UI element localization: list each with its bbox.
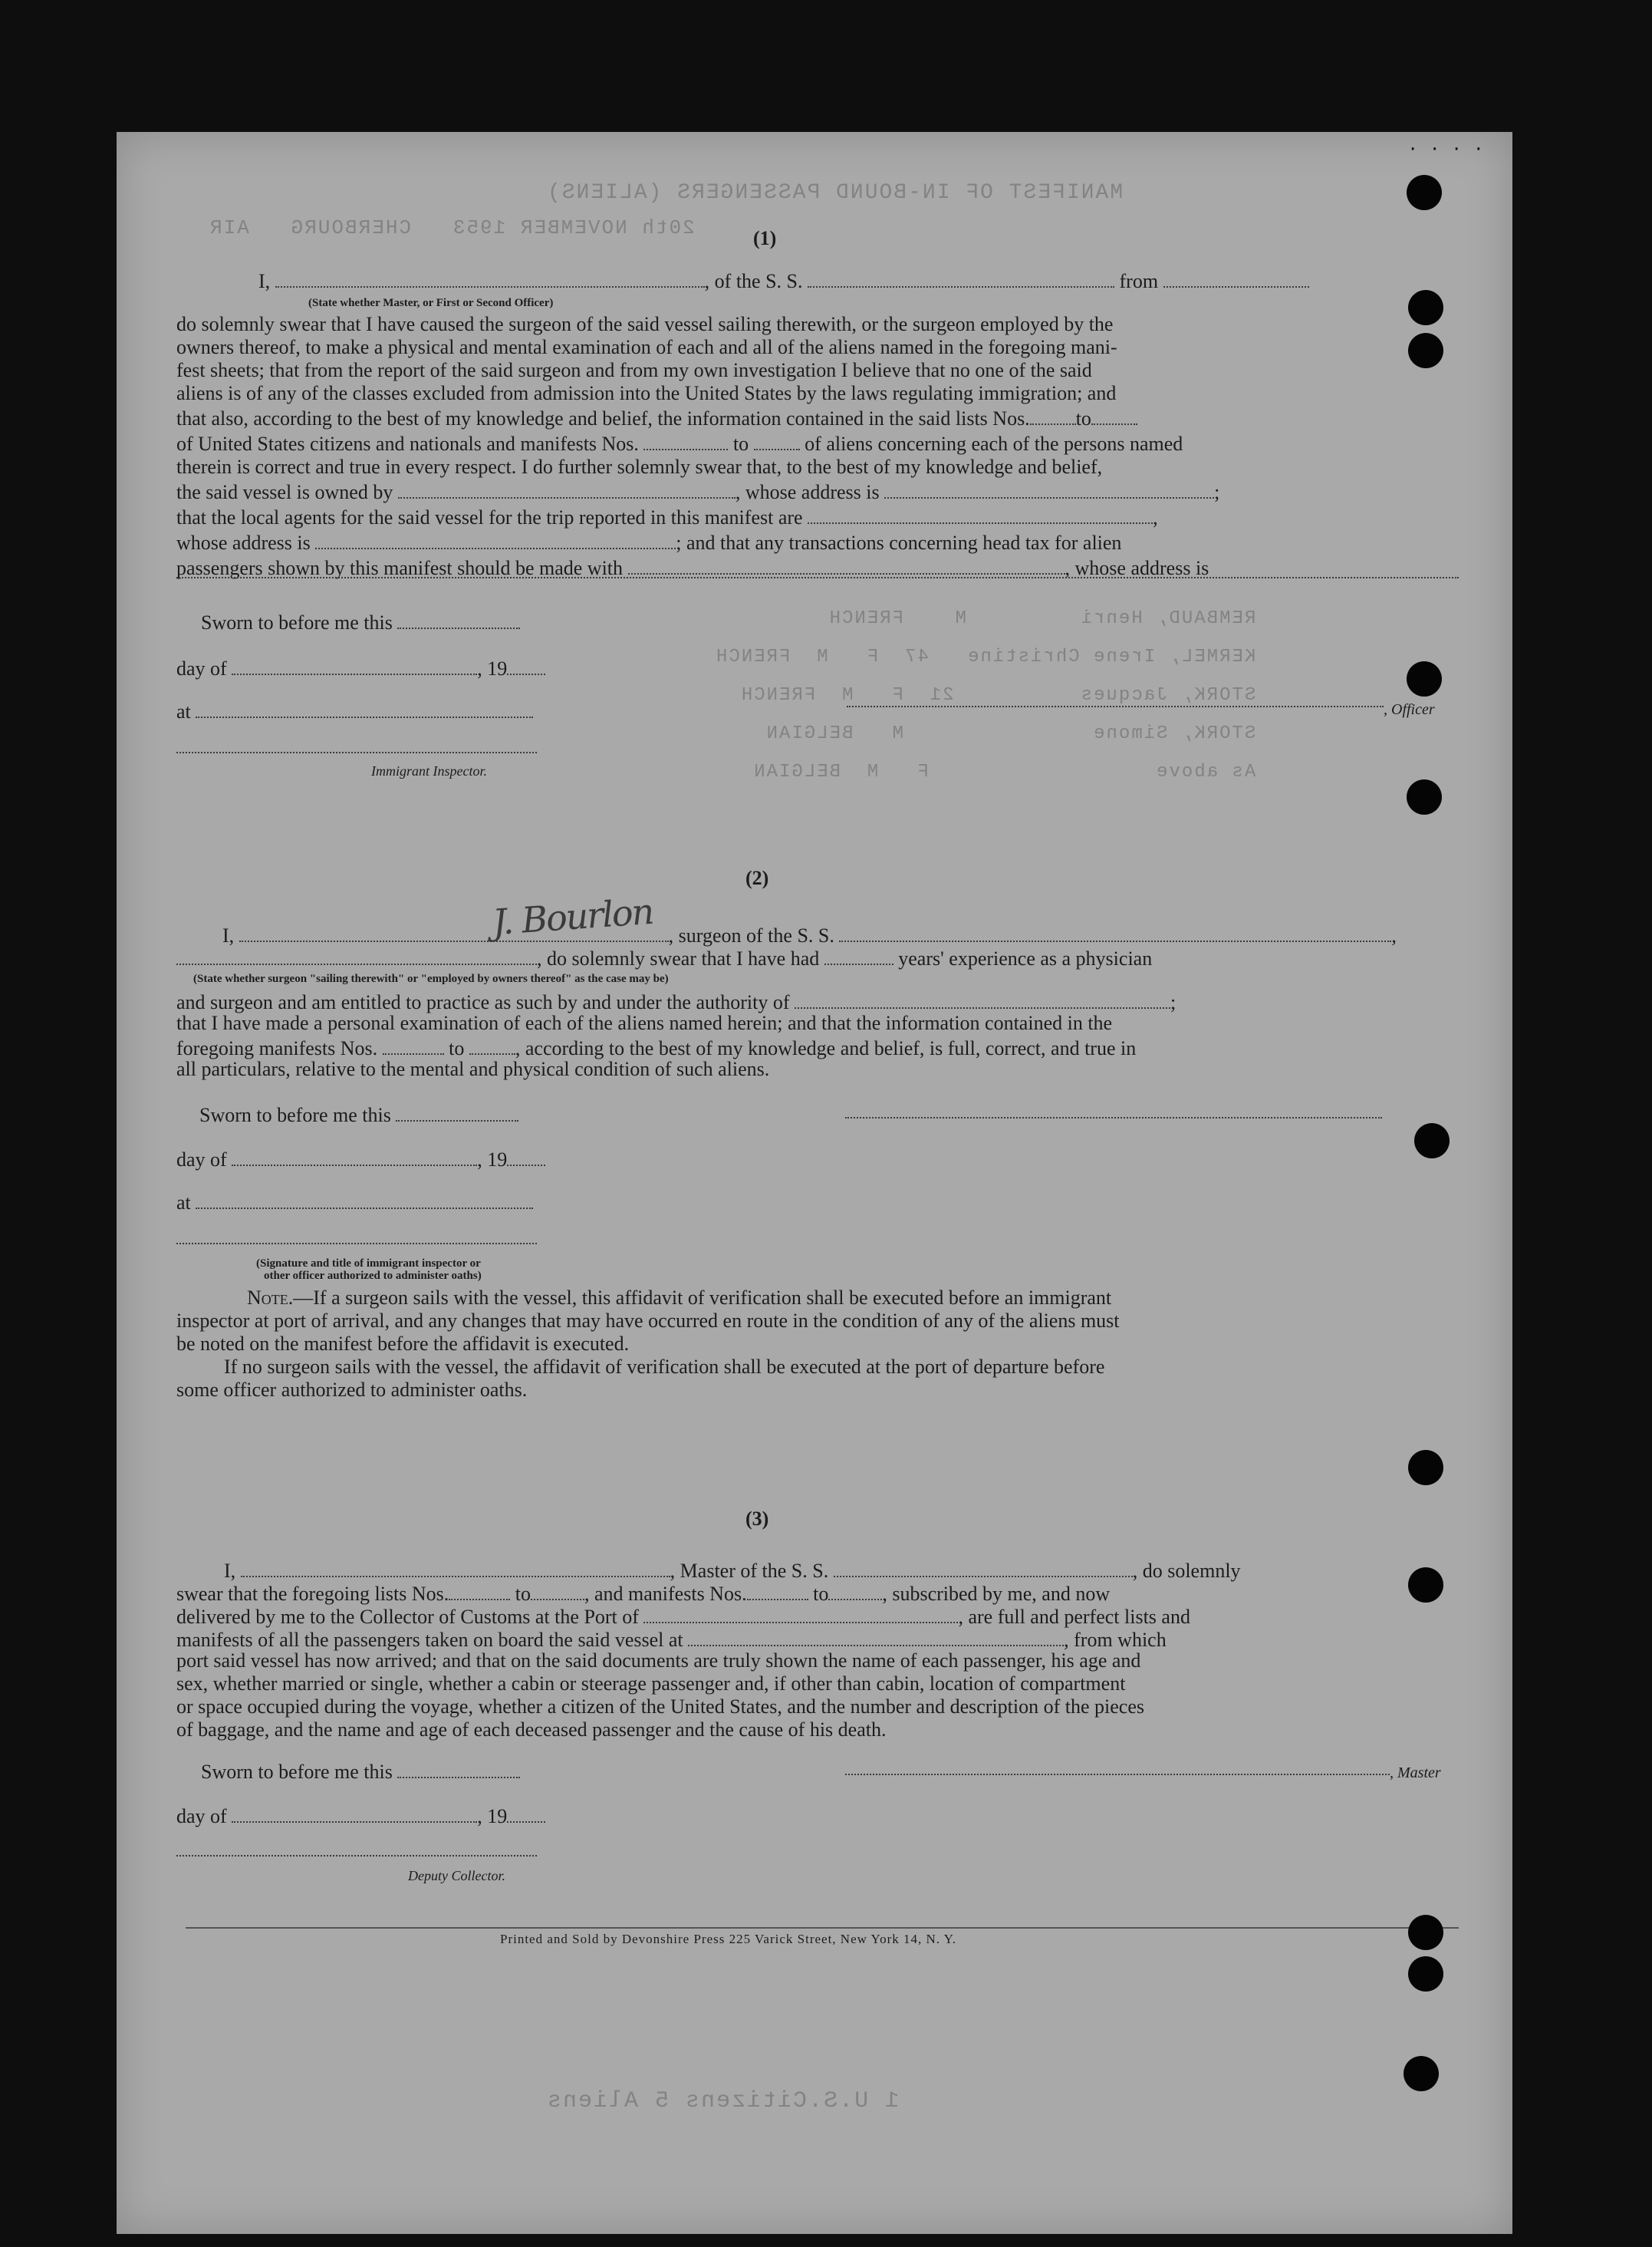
from-port-blank [1163,268,1309,288]
head-tax-text: ; and that any transactions concerning head tax for alien [676,532,1122,554]
punch-hole [1408,1915,1443,1950]
officer-label: , Officer [1384,701,1435,718]
para-line [176,430,1459,456]
month-blank [232,1803,477,1823]
sworn-line-2 [199,1102,518,1127]
to-label: to [449,1037,465,1059]
manifest-page [117,132,1512,2234]
officer-name-blank [275,268,705,288]
collector-text: delivered by me to the Collector of Customs at the Port of [176,1606,639,1628]
note-text: —If a surgeon sails with the vessel, this affidavit of verification shall be executed before an immigrant [293,1287,1112,1309]
para-line-text: of United States citizens and nationals and manifests Nos. [176,433,639,455]
years-text: years' experience as a physician [898,947,1153,970]
manifests-text: foregoing manifests Nos. [176,1037,378,1059]
punch-hole [1404,2056,1439,2091]
whose-address-label: , whose address is [735,481,880,503]
from-label: from [1119,270,1159,292]
to-label: to [1075,407,1091,430]
day-of-line-1 [176,655,545,680]
sworn-text: Sworn to before me this [201,1761,393,1783]
at-text: at [176,700,191,723]
para-line: the said vessel is owned by , whose address is ; [176,479,1459,504]
manifest-nos-blank [643,430,728,450]
manifests-from-blank [747,1580,808,1600]
day-of-text: day of [176,657,227,680]
of-ss-label: , of the S. S. [704,270,803,292]
surgeon-signature: J. Bourlon [491,890,654,944]
signature-caption-1: (Signature and title of immigrant inspector or [256,1257,481,1270]
section-1-oath-line [258,268,1309,293]
officer-signature-blank [847,706,1384,707]
punch-hole [1408,333,1443,368]
taken-on-board-text: manifests of all the passengers taken on board the said vessel at [176,1629,683,1651]
para-line: aliens is of any of the classes excluded from admission into the United States by the laws regulating immigration; and [176,382,1117,404]
embark-port-blank [688,1626,1064,1646]
note-label: Note. [247,1287,294,1309]
year-blank [507,1146,545,1166]
punch-hole [1407,175,1442,210]
para-line-text: that also, according to the best of my knowledge and belief, the information contained in the said lists Nos. [176,407,1030,430]
year-text: , 19 [477,657,508,680]
section-3-number: (3) [745,1507,769,1530]
para-line-text: whose address is [176,532,311,554]
section-3-line-5: port said vessel has now arrived; and that on the said documents are truly shown the name of each passenger, his age and [176,1649,1141,1672]
place-blank [196,1189,533,1209]
section-3-line-2 [176,1580,1110,1606]
manifests-to-blank [828,1580,882,1600]
section-2-caption: (State whether surgeon "sailing therewith" or "employed by owners thereof" as the case may be) [193,973,669,985]
years-blank [824,945,893,965]
owner-blank [398,479,736,499]
note-line-1 [247,1287,1111,1310]
para-line: therein is correct and true in every respect. I do further solemnly swear that, to the best of my knowledge and belief, [176,456,1103,478]
punch-hole [1407,661,1442,697]
section-1-caption: (State whether Master, or First or Second Officer) [308,297,554,309]
year-text: , 19 [477,1805,508,1827]
inspector-signature-blank [176,752,537,753]
lists-from-blank [449,1580,510,1600]
surgeon-status-blank [176,945,537,965]
para-line-text: that the local agents for the said vessel for the trip reported in this manifest are [176,506,803,529]
section-3-line-8: of baggage, and the name and age of each deceased passenger and the cause of his death. [176,1718,887,1741]
section-2-line-6: all particulars, relative to the mental and physical condition of such aliens. [176,1058,770,1080]
whose-address-label: , whose address is [1065,557,1209,579]
to-label: to [732,433,749,455]
deputy-collector-label: Deputy Collector. [408,1868,505,1883]
deputy-signature-line [176,1855,537,1857]
master-name-blank [241,1557,670,1577]
sworn-line-1 [201,609,520,634]
authority-blank [795,989,1170,1009]
lists-text: swear that the foregoing lists Nos. [176,1583,449,1605]
master-of-ss-label: , Master of the S. S. [670,1560,829,1582]
bleed-through-list: REMBAUD, Henri M FRENCH KERMEL, Irene Christine 47 F M FRENCH STORK, Jacques 21 F M FRENCH STORK, Simone M BELGIAN As above F M BELGIAN [715,608,1256,782]
section-2-line-1: I, , surgeon of the S. S. , [222,922,1397,947]
to-label: to [813,1583,829,1605]
section-3-line-4 [176,1626,1167,1652]
manifest-nos-to-blank [754,430,800,450]
section-2-line-3: and surgeon and am entitled to practice as such by and under the authority of ; [176,989,1176,1014]
year-text: , 19 [477,1148,508,1171]
punch-hole [1414,1123,1450,1158]
para-line: do solemnly swear that I have caused the surgeon of the said vessel sailing therewith, or the surgeon employed by the [176,313,1114,335]
lists-to-blank [531,1580,584,1600]
owner-address-blank [884,479,1214,499]
to-label: to [515,1583,531,1605]
oath-i-label: I, [224,1560,236,1582]
at-line-2 [176,1189,533,1214]
section-3-line-1 [224,1557,1241,1583]
sworn-line-3 [201,1758,520,1784]
para-line-text: the said vessel is owned by [176,481,393,503]
at-line-1 [176,698,533,723]
section-3-line-7: or space occupied during the voyage, whether a citizen of the United States, and the number and description of the pieces [176,1695,1145,1718]
signature-caption-2: other officer authorized to administer oaths) [264,1270,482,1282]
corner-marks: · · · · [1410,138,1486,161]
perfect-lists-text: , are full and perfect lists and [958,1606,1190,1628]
section-2-line-4: that I have made a personal examination of each of the aliens named herein; and that the information contained in the [176,1012,1113,1034]
lists-nos-to-blank [1091,405,1137,425]
para-line: that the local agents for the said vessel for the trip reported in this manifest are , [176,504,1459,529]
day-of-line-3 [176,1803,545,1828]
master-vessel-blank [834,1557,1133,1577]
punch-hole [1408,1956,1443,1992]
place-blank [196,698,533,718]
year-blank [507,1803,545,1823]
manifest-to-blank [469,1035,515,1055]
sworn-day-blank [397,609,520,629]
master-label: , Master [1390,1764,1441,1781]
immigrant-inspector-label: Immigrant Inspector. [371,763,487,779]
sworn-day-blank [397,1758,520,1778]
manifests-text: , and manifests Nos. [584,1583,747,1605]
lists-nos-blank [1030,405,1076,425]
oath-i-label: I, [222,924,235,947]
section-1-number: (1) [753,227,777,249]
sworn-day-blank [396,1102,518,1122]
surgeon-vessel-blank [839,922,1391,942]
para-line: owners thereof, to make a physical and mental examination of each and all of the aliens named in the foregoing mani- [176,336,1117,358]
section-3-line-3 [176,1603,1190,1629]
section-2-number: (2) [745,867,769,889]
printer-imprint: Printed and Sold by Devonshire Press 225 Varick Street, New York 14, N. Y. [500,1932,956,1946]
head-tax-contact-blank [628,555,1065,575]
punch-hole [1407,779,1442,815]
day-of-text: day of [176,1148,227,1171]
para-line: fest sheets; that from the report of the said surgeon and from my own investigation I believe that no one of the said [176,359,1092,381]
aliens-text: of aliens concerning each of the persons named [805,433,1183,455]
section-2-line-5 [176,1035,1136,1060]
surgeon-of-ss-label: , surgeon of the S. S. [668,924,834,947]
bleed-through-footer: 1 U.S.Citizens 5 Aliens [546,2088,900,2114]
officer-signature-line [176,1243,537,1244]
note-line-3: be noted on the manifest before the affidavit is executed. [176,1333,630,1355]
note-line-2: inspector at port of arrival, and any changes that may have occurred en route in the condition of any of the aliens must [176,1310,1120,1332]
authority-text: and surgeon and am entitled to practice as such by and under the authority of [176,991,790,1013]
note-line-5: some officer authorized to administer oaths. [176,1379,528,1401]
head-tax-address-blank [176,577,1459,578]
footer-rule [186,1927,1459,1929]
month-blank [232,1146,477,1166]
agents-address-blank [315,529,676,549]
surgeon-signature-line [845,1117,1382,1119]
at-text: at [176,1191,191,1214]
year-blank [507,655,545,675]
solemnly-text: , do solemnly [1132,1560,1241,1582]
port-blank [643,1603,958,1623]
from-which-text: , from which [1064,1629,1167,1651]
day-of-text: day of [176,1805,227,1827]
para-line [176,405,1459,430]
according-text: , according to the best of my knowledge and belief, is full, correct, and true in [515,1037,1137,1059]
bleed-through-header: MANIFEST OF IN-BOUND PASSENGERS (ALIENS) [546,181,1124,205]
punch-hole [1408,1450,1443,1485]
subscribed-text: , subscribed by me, and now [882,1583,1111,1605]
para-line-text: passengers shown by this manifest should be made with [176,557,624,579]
vessel-name-blank [808,268,1114,288]
bleed-through-date: 20th NOVEMBER 1953 CHERBOURG AIR [209,216,695,239]
section-1-paragraph [176,313,1459,580]
solemnly-text: , do solemnly swear that I have had [537,947,820,970]
sworn-text: Sworn to before me this [199,1104,391,1126]
agents-blank [808,504,1153,524]
oath-i-label: I, [258,270,271,292]
sworn-text: Sworn to before me this [201,611,393,634]
punch-hole [1408,290,1443,325]
punch-hole [1408,1567,1443,1603]
note-line-4: If no surgeon sails with the vessel, the affidavit of verification shall be executed at the port of departure before [224,1356,1105,1378]
manifest-from-blank [383,1035,444,1055]
master-signature-line [845,1774,1390,1775]
section-3-line-6: sex, whether married or single, whether a cabin or steerage passenger and, if other than cabin, location of compartment [176,1672,1126,1695]
day-of-line-2 [176,1146,545,1171]
para-line [176,529,1459,555]
month-blank [232,655,477,675]
